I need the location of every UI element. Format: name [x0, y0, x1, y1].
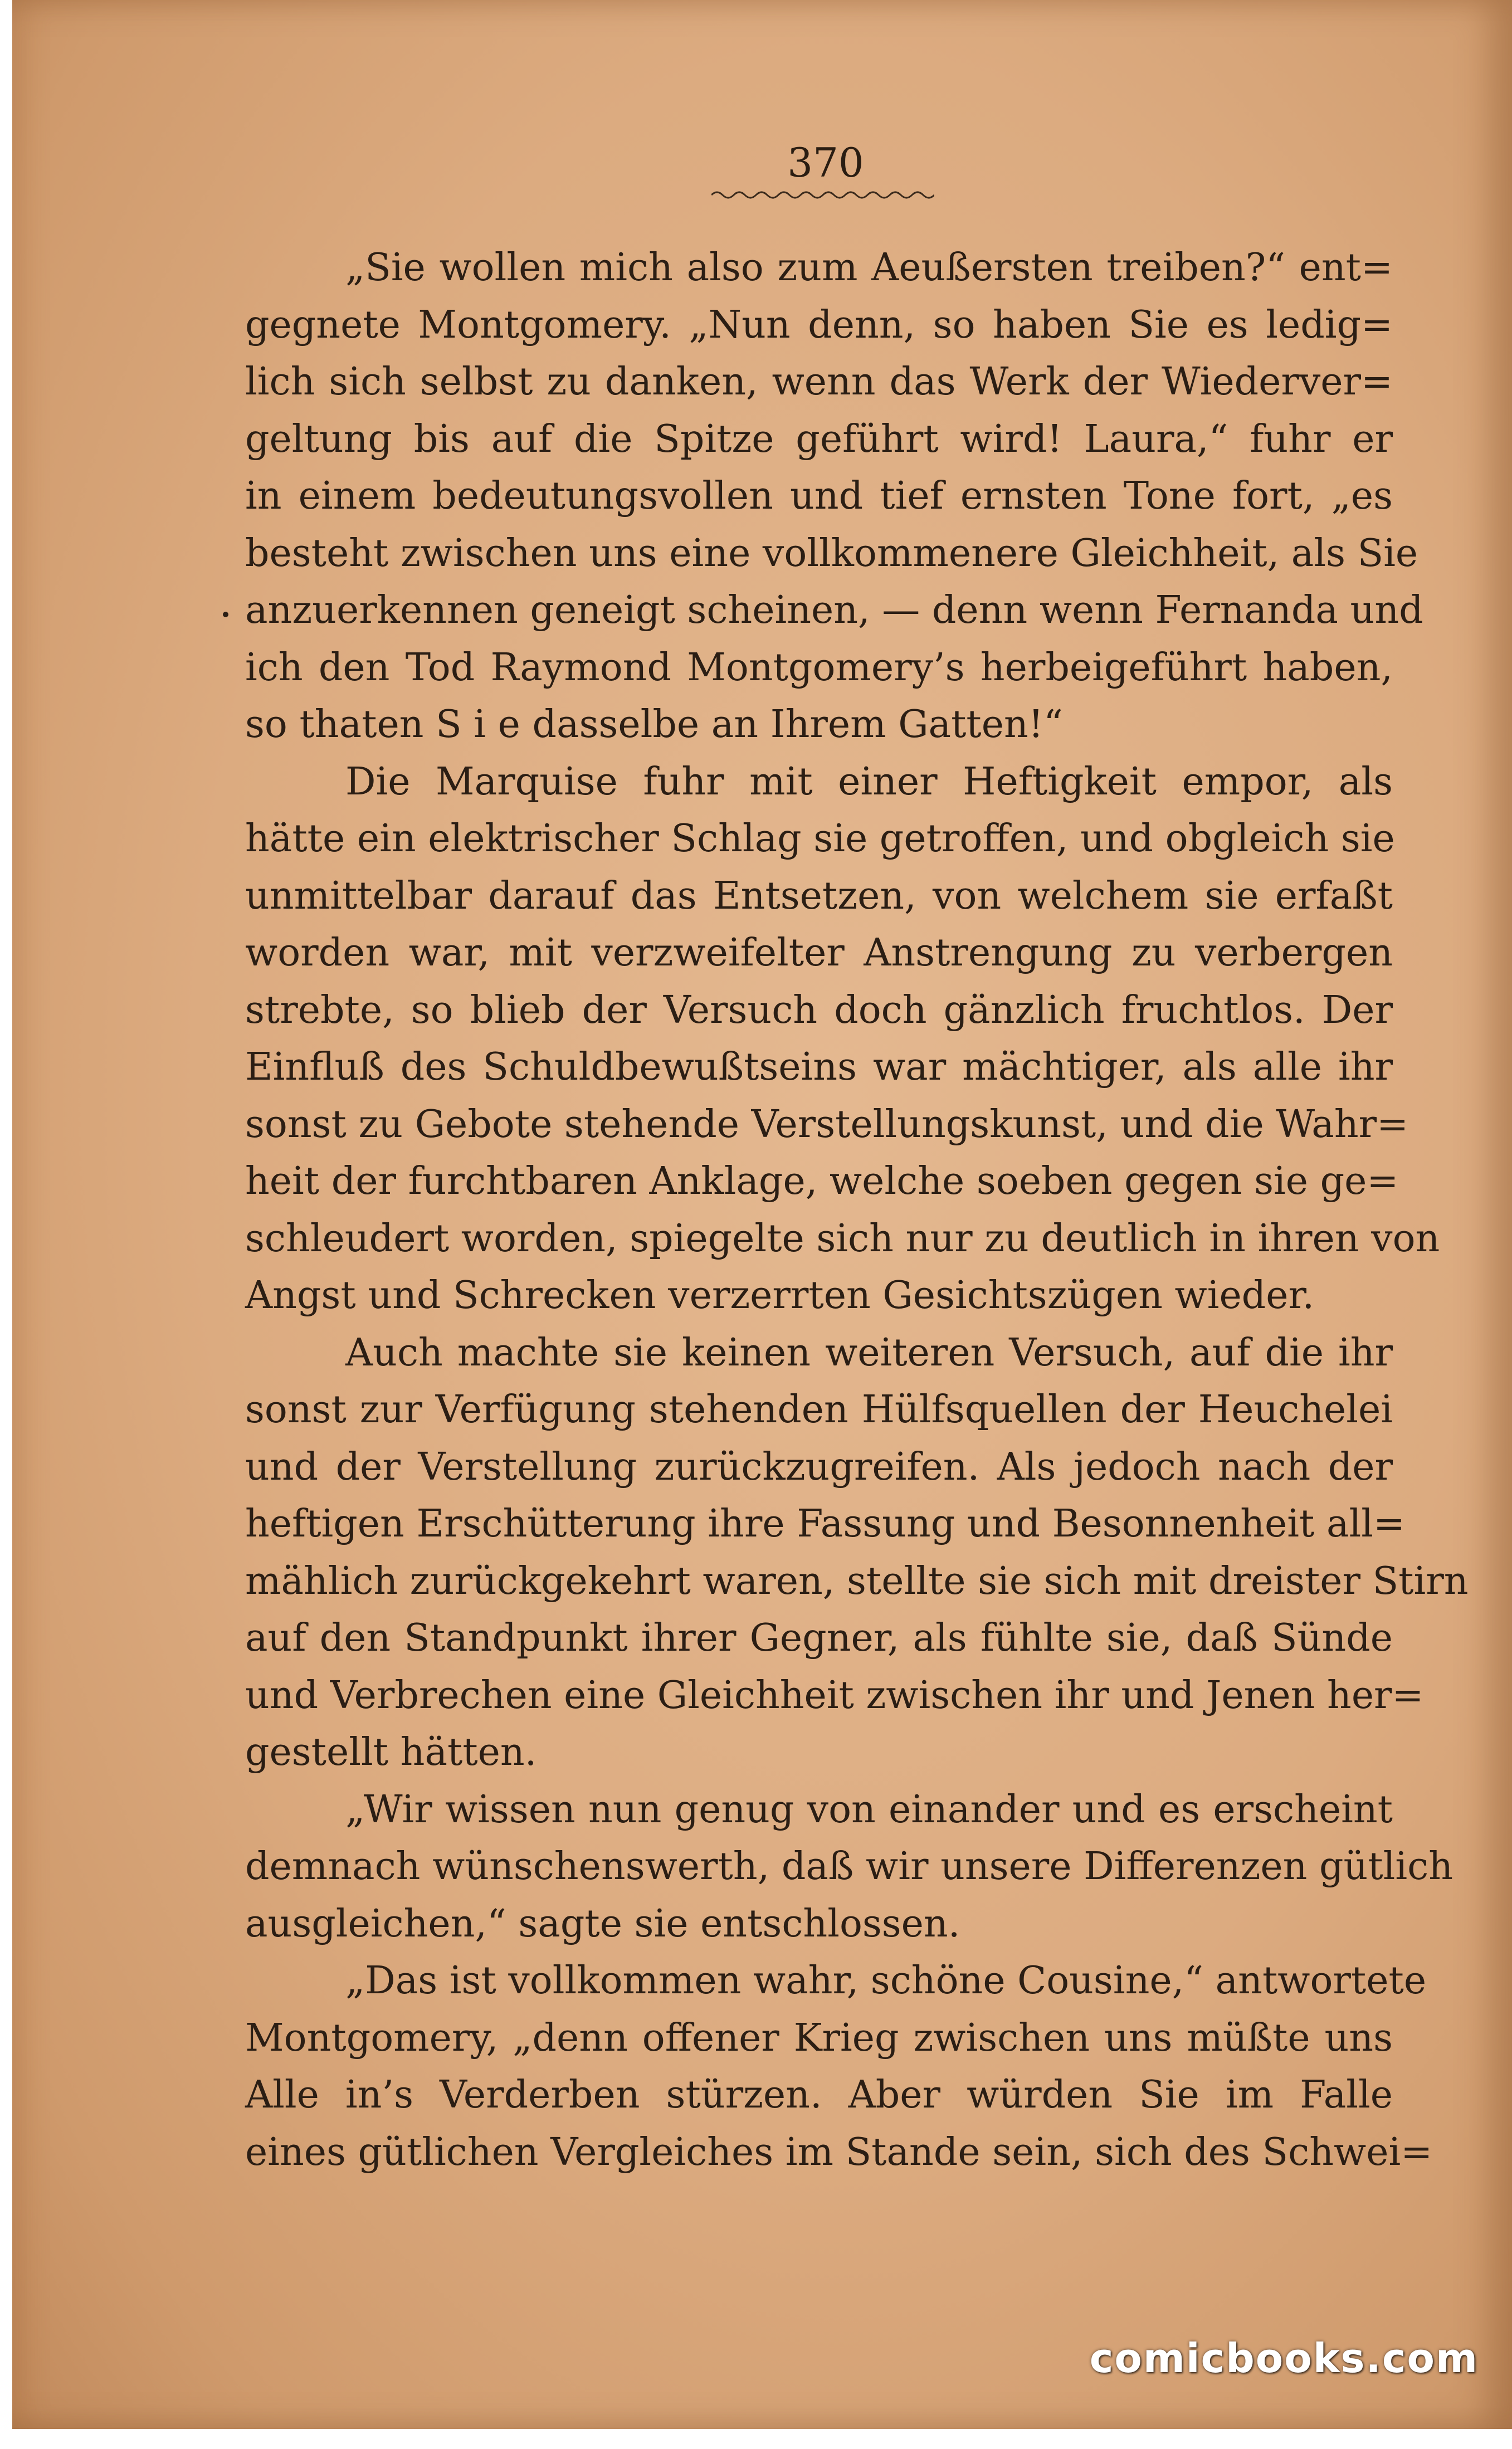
text-line: mählich zurückgekehrt waren, stellte sie sich mit dreister Stirn [245, 1559, 1469, 1603]
text-line: geltung bis auf die Spitze geführt wird! Laura,“ fuhr er [245, 417, 1393, 461]
text-line: Auch machte sie keinen weiteren Versuch, auf die ihr [345, 1330, 1393, 1375]
text-line: besteht zwischen uns eine vollkommenere Gleichheit, als Sie [245, 531, 1418, 575]
text-line: und der Verstellung zurückzugreifen. Als jedoch nach der [245, 1445, 1393, 1489]
text-line: Angst und Schrecken verzerrten Gesichtszügen wieder. [245, 1274, 1315, 1318]
text-line: Montgomery, „denn offener Krieg zwischen uns müßte uns [245, 2016, 1393, 2060]
text-line: heftigen Erschütterung ihre Fassung und Besonnenheit all= [245, 1502, 1406, 1546]
text-line: so thaten S i e dasselbe an Ihrem Gatten!“ [245, 702, 1063, 747]
text-line: lich sich selbst zu danken, wenn das Werk der Wiederver= [245, 360, 1393, 404]
book-page [12, 0, 1512, 2429]
wavy-rule-ornament [711, 187, 934, 203]
text-line: Die Marquise fuhr mit einer Heftigkeit empor, als [345, 759, 1393, 804]
margin-speck [223, 612, 228, 617]
text-line: schleudert worden, spiegelte sich nur zu deutlich in ihren von [245, 1216, 1440, 1261]
text-line: strebte, so blieb der Versuch doch gänzlich fruchtlos. Der [245, 988, 1393, 1032]
text-line: ausgleichen,“ sagte sie entschlossen. [245, 1901, 960, 1946]
text-line: gestellt hätten. [245, 1730, 537, 1774]
text-line: auf den Standpunkt ihrer Gegner, als fühlte sie, daß Sünde [245, 1616, 1393, 1660]
page-number: 370 [787, 139, 864, 186]
watermark: comicbooks.com [1089, 2335, 1479, 2382]
text-line: worden war, mit verzweifelter Anstrengung zu verbergen [245, 931, 1393, 975]
text-line: gegnete Montgomery. „Nun denn, so haben Sie es ledig= [245, 303, 1393, 347]
text-line: eines gütlichen Vergleiches im Stande sein, sich des Schwei= [245, 2130, 1433, 2174]
text-line: Einfluß des Schuldbewußtseins war mächtiger, als alle ihr [245, 1045, 1393, 1089]
text-line: „Das ist vollkommen wahr, schöne Cousine,“ antwortete [345, 1959, 1427, 2003]
text-line: unmittelbar darauf das Entsetzen, von welchem sie erfaßt [245, 874, 1393, 918]
text-line: Alle in’s Verderben stürzen. Aber würden Sie im Falle [245, 2073, 1393, 2117]
text-line: „Wir wissen nun genug von einander und es erscheint [345, 1787, 1393, 1832]
text-line: ich den Tod Raymond Montgomery’s herbeigeführt haben, [245, 645, 1393, 690]
text-line: in einem bedeutungsvollen und tief ernsten Tone fort, „es [245, 474, 1393, 518]
body-text [245, 240, 1469, 2181]
text-line: „Sie wollen mich also zum Aeußersten treiben?“ ent= [345, 246, 1393, 290]
text-line: anzuerkennen geneigt scheinen, — denn wenn Fernanda und [245, 588, 1423, 632]
text-line: sonst zu Gebote stehende Verstellungskunst, und die Wahr= [245, 1102, 1409, 1147]
text-line: demnach wünschenswerth, daß wir unsere Differenzen gütlich [245, 1845, 1454, 1889]
text-line: hätte ein elektrischer Schlag sie getroffen, und obgleich sie [245, 817, 1395, 861]
text-line: heit der furchtbaren Anklage, welche soeben gegen sie ge= [245, 1159, 1399, 1203]
text-line: sonst zur Verfügung stehenden Hülfsquellen der Heuchelei [245, 1388, 1393, 1432]
text-line: und Verbrechen eine Gleichheit zwischen ihr und Jenen her= [245, 1673, 1424, 1718]
